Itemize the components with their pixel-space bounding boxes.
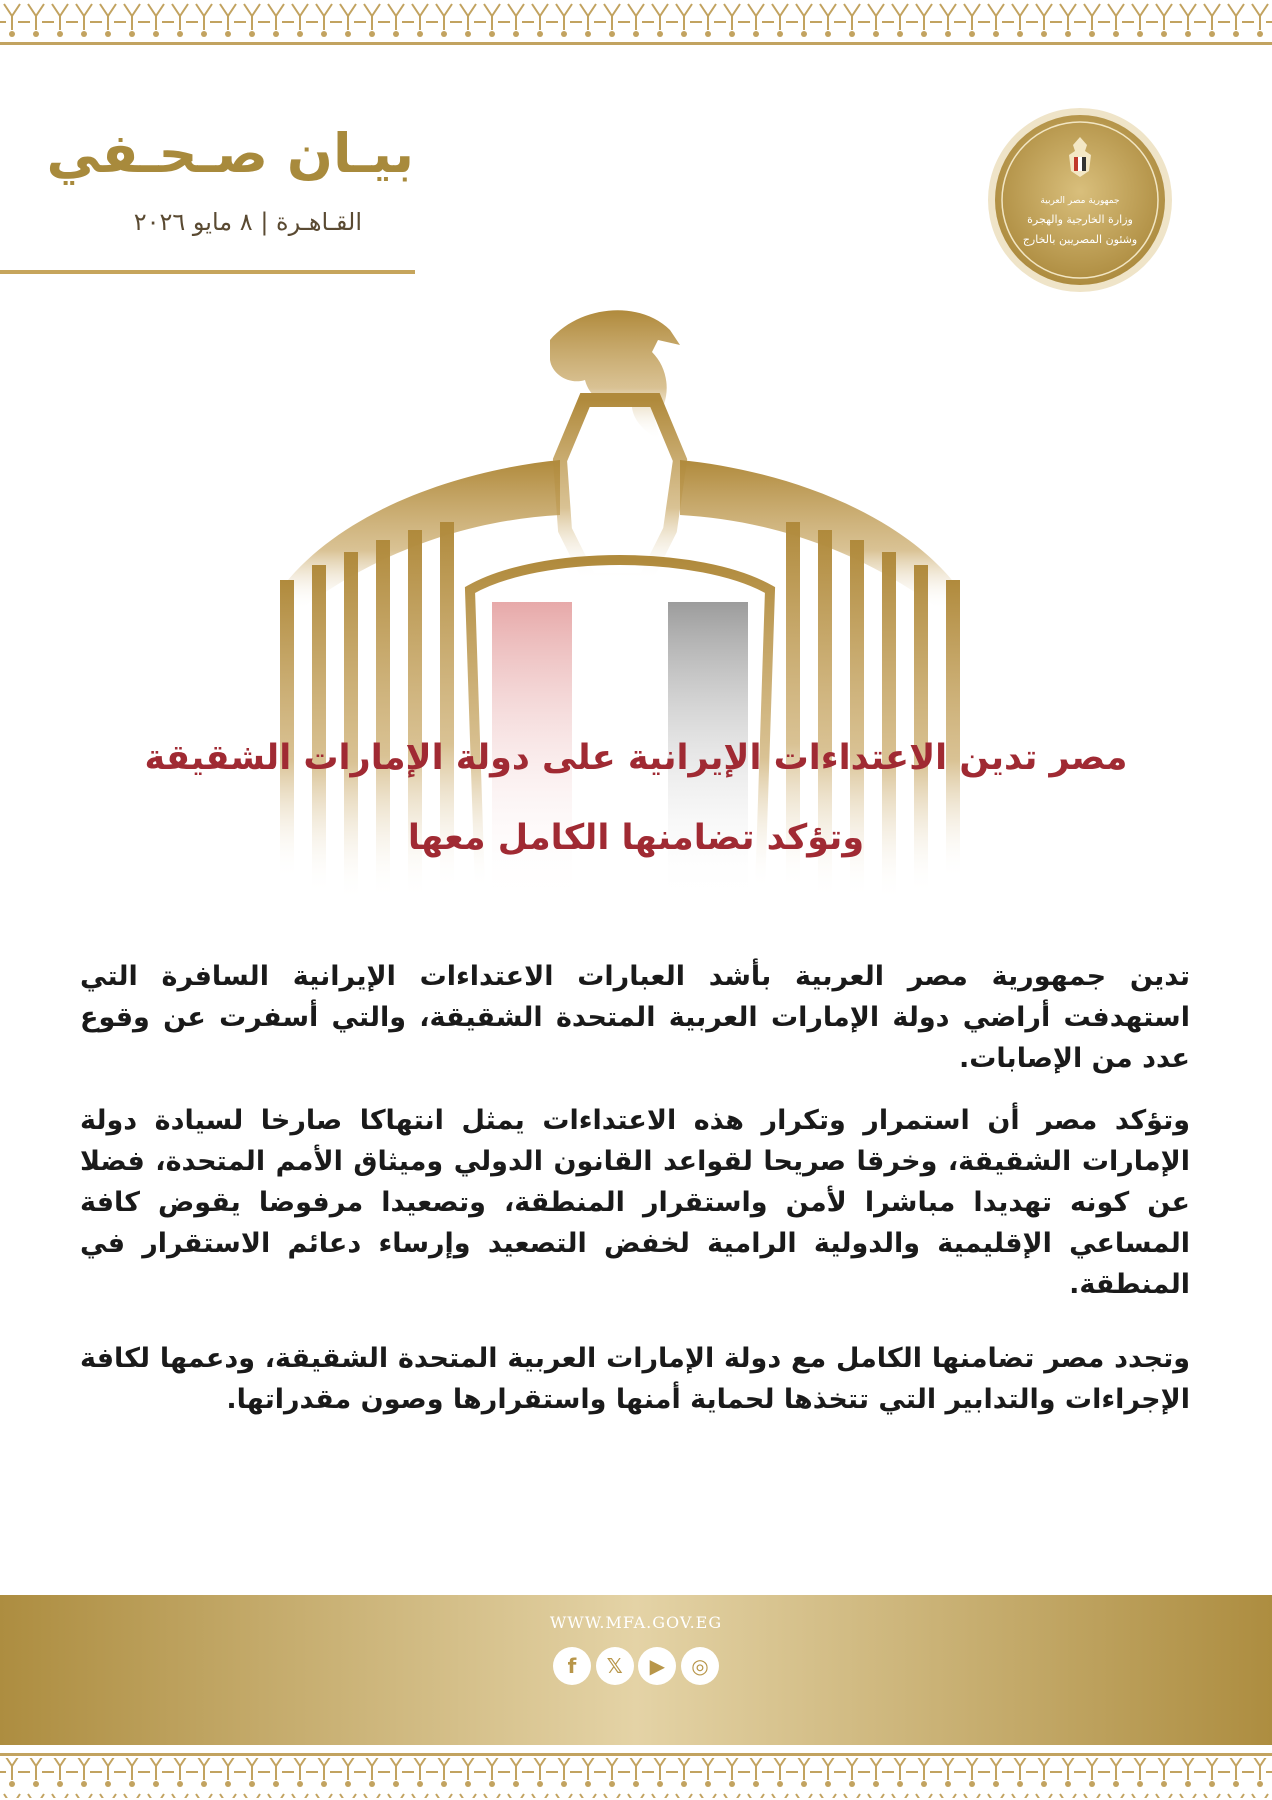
body-paragraph: وتجدد مصر تضامنها الكامل مع دولة الإمارات العربية المتحدة الشقيقة، ودعمها لكافة الإجراءات والتدابير التي تتخذها لحماية أمنها واستقرارها وصون مقدراتها. xyxy=(80,1343,1190,1415)
page-title: بيـان صـحـفي xyxy=(46,122,414,185)
facebook-icon[interactable]: f xyxy=(553,1647,591,1685)
footer-band xyxy=(0,1595,1272,1745)
body-paragraph: وتؤكد مصر أن استمرار وتكرار هذه الاعتداءات يمثل انتهاكا صارخا لسيادة دولة الإمارات الشقيقة، وخرقا صريحا لقواعد القانون الدولي وميثاق الأمم المتحدة، فضلا عن كونه تهديدا مباشرا لأمن واستقرار المنطقة، وتصعيدا مرفوضا يقوض كافة المساعي الإقليمية والدولية الرامية لخفض التصعيد وإرساء دعائم الاستقرار في المنطقة. xyxy=(80,1105,1190,1300)
headline-line-2: وتؤكد تضامنها الكامل معها xyxy=(407,818,865,858)
seal-line-2: وزارة الخارجية والهجرة xyxy=(1027,213,1133,226)
website-link[interactable]: WWW.MFA.GOV.EG xyxy=(549,1613,723,1632)
seal-line-3: وشئون المصريين بالخارج xyxy=(1022,233,1138,246)
bottom-decorative-border xyxy=(0,1750,1272,1800)
youtube-icon[interactable]: ▶ xyxy=(638,1647,676,1685)
body-paragraph: تدين جمهورية مصر العربية بأشد العبارات الاعتداءات الإيرانية السافرة التي استهدفت أراضي دولة الإمارات العربية المتحدة الشقيقة، والتي أسفرت عن وقوع عدد من الإصابات. xyxy=(80,961,1190,1074)
top-decorative-border xyxy=(0,0,1272,50)
date-line: القـاهـرة | ٨ مايو ٢٠٢٦ xyxy=(133,208,362,236)
x-icon[interactable]: 𝕏 xyxy=(596,1647,634,1685)
headline-line-1: مصر تدين الاعتداءات الإيرانية على دولة الإمارات الشقيقة xyxy=(144,738,1128,778)
header-divider xyxy=(0,270,415,274)
instagram-icon[interactable]: ◎ xyxy=(681,1647,719,1685)
ministry-seal xyxy=(985,105,1175,295)
social-links xyxy=(553,1647,719,1687)
seal-line-1: جمهورية مصر العربية xyxy=(1040,196,1120,206)
